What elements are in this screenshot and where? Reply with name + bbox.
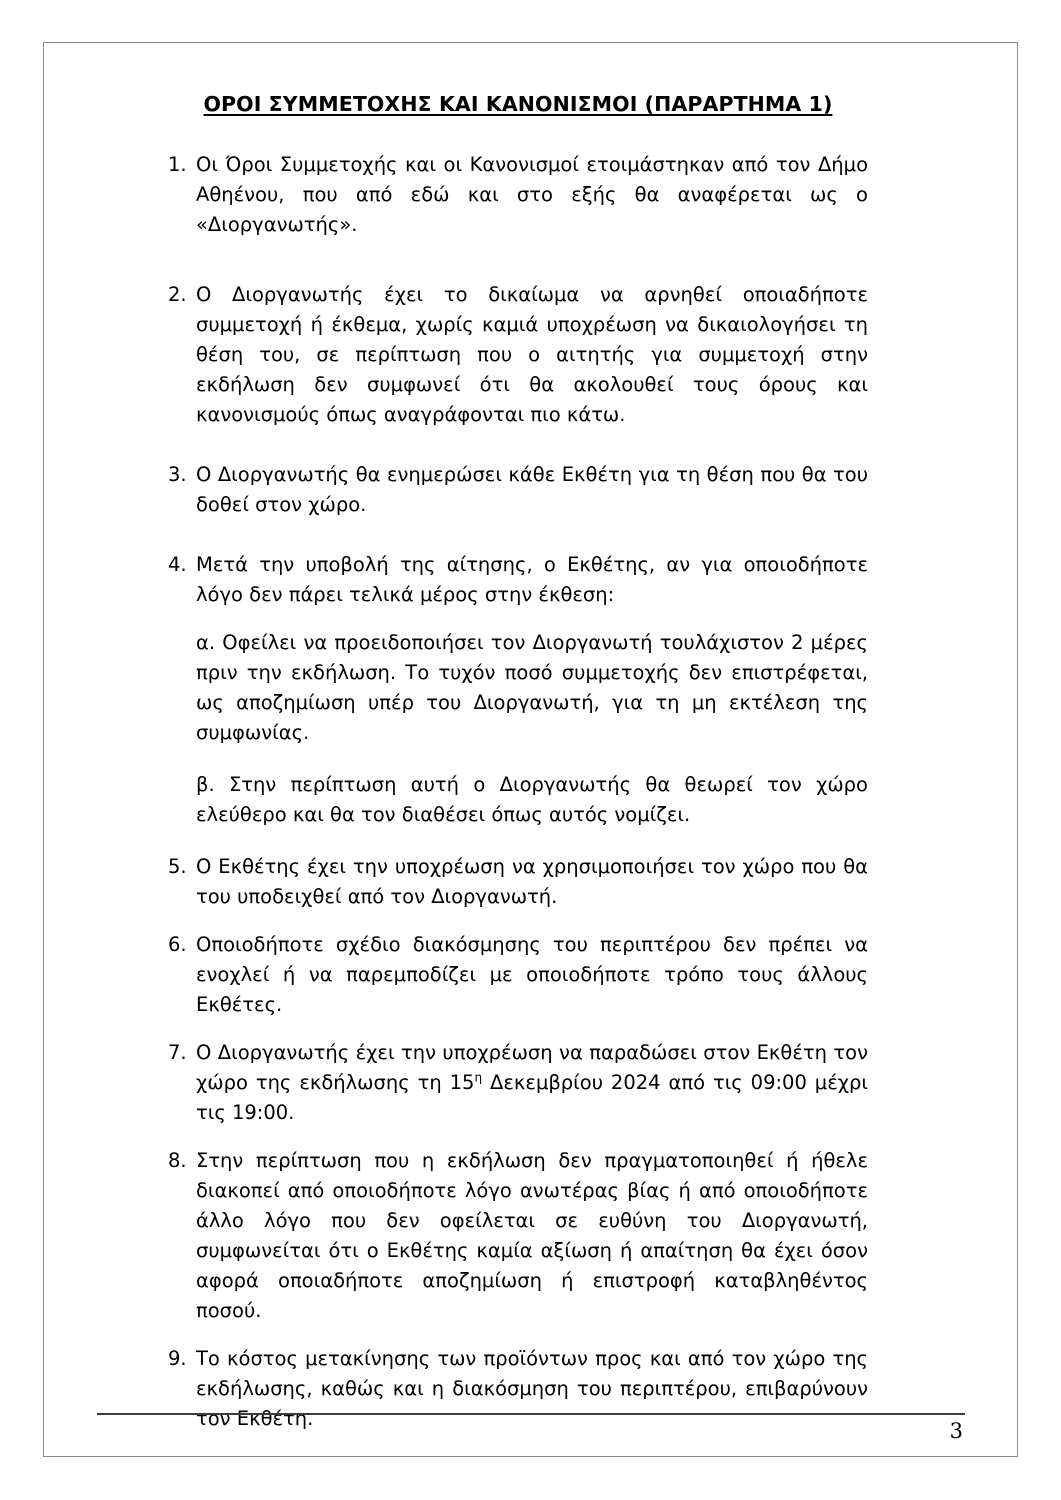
clause-text: Στην περίπτωση που η εκδήλωση δεν πραγματοποιηθεί ή ήθελε διακοπεί από οποιοδήποτε λόγο ανωτέρας βίας ή από οποιοδήποτε άλλο λόγο που δεν οφείλεται σε ευθύνη του Διοργανωτή, συμφωνείται ότι ο Εκθέτης καμία αξίωση ή απαίτηση θα έχει όσον αφορά οποιαδήποτε αποζημίωση ή επιστροφή καταβληθέντος ποσού. xyxy=(196,1149,868,1322)
clause-item-7 xyxy=(168,1038,868,1128)
clause-number: 7. xyxy=(168,1041,187,1064)
clause-number: 2. xyxy=(168,283,187,306)
clause-text: Ο Διοργανωτής θα ενημερώσει κάθε Εκθέτη για τη θέση που θα του δοθεί στον χώρο. xyxy=(196,463,868,516)
clause-item-5 xyxy=(168,852,868,912)
page-number: 3 xyxy=(949,1419,963,1443)
subclause-item-beta: β. Στην περίπτωση αυτή ο Διοργανωτής θα θεωρεί τον χώρο ελεύθερο και θα τον διαθέσει όπως αυτός νομίζει. xyxy=(196,773,868,826)
document-content xyxy=(168,92,868,1456)
clause-number: 8. xyxy=(168,1149,187,1172)
clause-item-1 xyxy=(168,150,868,240)
subclause-item-alpha: α. Οφείλει να προειδοποιήσει τον Διοργανωτή τουλάχιστον 2 μέρες πριν την εκδήλωση. Το τυχόν ποσό συμμετοχής δεν επιστρέφεται, ως αποζημίωση υπέρ του Διοργανωτή, για τη μη εκτέλεση της συμφωνίας. xyxy=(196,631,868,744)
page-footer xyxy=(97,1413,965,1443)
footer-divider xyxy=(97,1413,965,1415)
clause-number: 1. xyxy=(168,153,187,176)
clause-text: Ο Εκθέτης έχει την υποχρέωση να χρησιμοποιήσει τον χώρο που θα του υποδειχθεί από τον Διοργανωτή. xyxy=(196,855,868,908)
page-title: ΟΡΟΙ ΣΥΜΜΕΤΟΧΗΣ ΚΑΙ ΚΑΝΟΝΙΣΜΟΙ (ΠΑΡΑΡΤΗΜΑ 1) xyxy=(203,92,833,116)
clause-item-8 xyxy=(168,1146,868,1326)
clause-text: Το κόστος μετακίνησης των προϊόντων προς και από τον χώρο της εκδήλωσης, καθώς και η διακόσμηση του περιπτέρου, επιβαρύνουν τον Εκθέτη. xyxy=(196,1347,868,1430)
clause-item-4 xyxy=(168,550,868,610)
clause-item-2 xyxy=(168,280,868,430)
clause-text: Μετά την υποβολή της αίτησης, ο Εκθέτης, αν για οποιοδήποτε λόγο δεν πάρει τελικά μέρος στην έκθεση: xyxy=(196,553,868,606)
ordinal-superscript: η xyxy=(474,1070,483,1085)
clause-number: 6. xyxy=(168,933,187,956)
clause-text: Ο Διοργανωτής έχει το δικαίωμα να αρνηθεί οποιαδήποτε συμμετοχή ή έκθεμα, χωρίς καμιά υποχρέωση να δικαιολογήσει τη θέση του, σε περίπτωση που ο αιτητής για συμμετοχή στην εκδήλωση δεν συμφωνεί ότι θα ακολουθεί τους όρους και κανονισμούς όπως αναγράφονται πιο κάτω. xyxy=(196,283,868,426)
clause-text: Οποιοδήποτε σχέδιο διακόσμησης του περιπτέρου δεν πρέπει να ενοχλεί ή να παρεμποδίζει με οποιοδήποτε τρόπο τους άλλους Εκθέτες. xyxy=(196,933,868,1016)
clause-number: 5. xyxy=(168,855,187,878)
clause-text xyxy=(196,1038,868,1128)
clause-number: 3. xyxy=(168,463,187,486)
clause-number: 4. xyxy=(168,553,187,576)
clause-text-part-before: Ο Διοργανωτής έχει την υποχρέωση να παραδώσει στον Εκθέτη τον χώρο της εκδήλωσης τη 15 xyxy=(196,1041,868,1094)
clause-text-part-after: Δεκεμβρίου 2024 από τις 09:00 μέχρι τις 19:00. xyxy=(196,1071,868,1124)
clause-item-3 xyxy=(168,460,868,520)
clause-number: 9. xyxy=(168,1347,187,1370)
clause-item-6 xyxy=(168,930,868,1020)
clause-text: Οι Όροι Συμμετοχής και οι Κανονισμοί ετοιμάστηκαν από τον Δήμο Αθηένου, που από εδώ και στο εξής θα αναφέρεται ως ο «Διοργανωτής». xyxy=(196,153,868,236)
